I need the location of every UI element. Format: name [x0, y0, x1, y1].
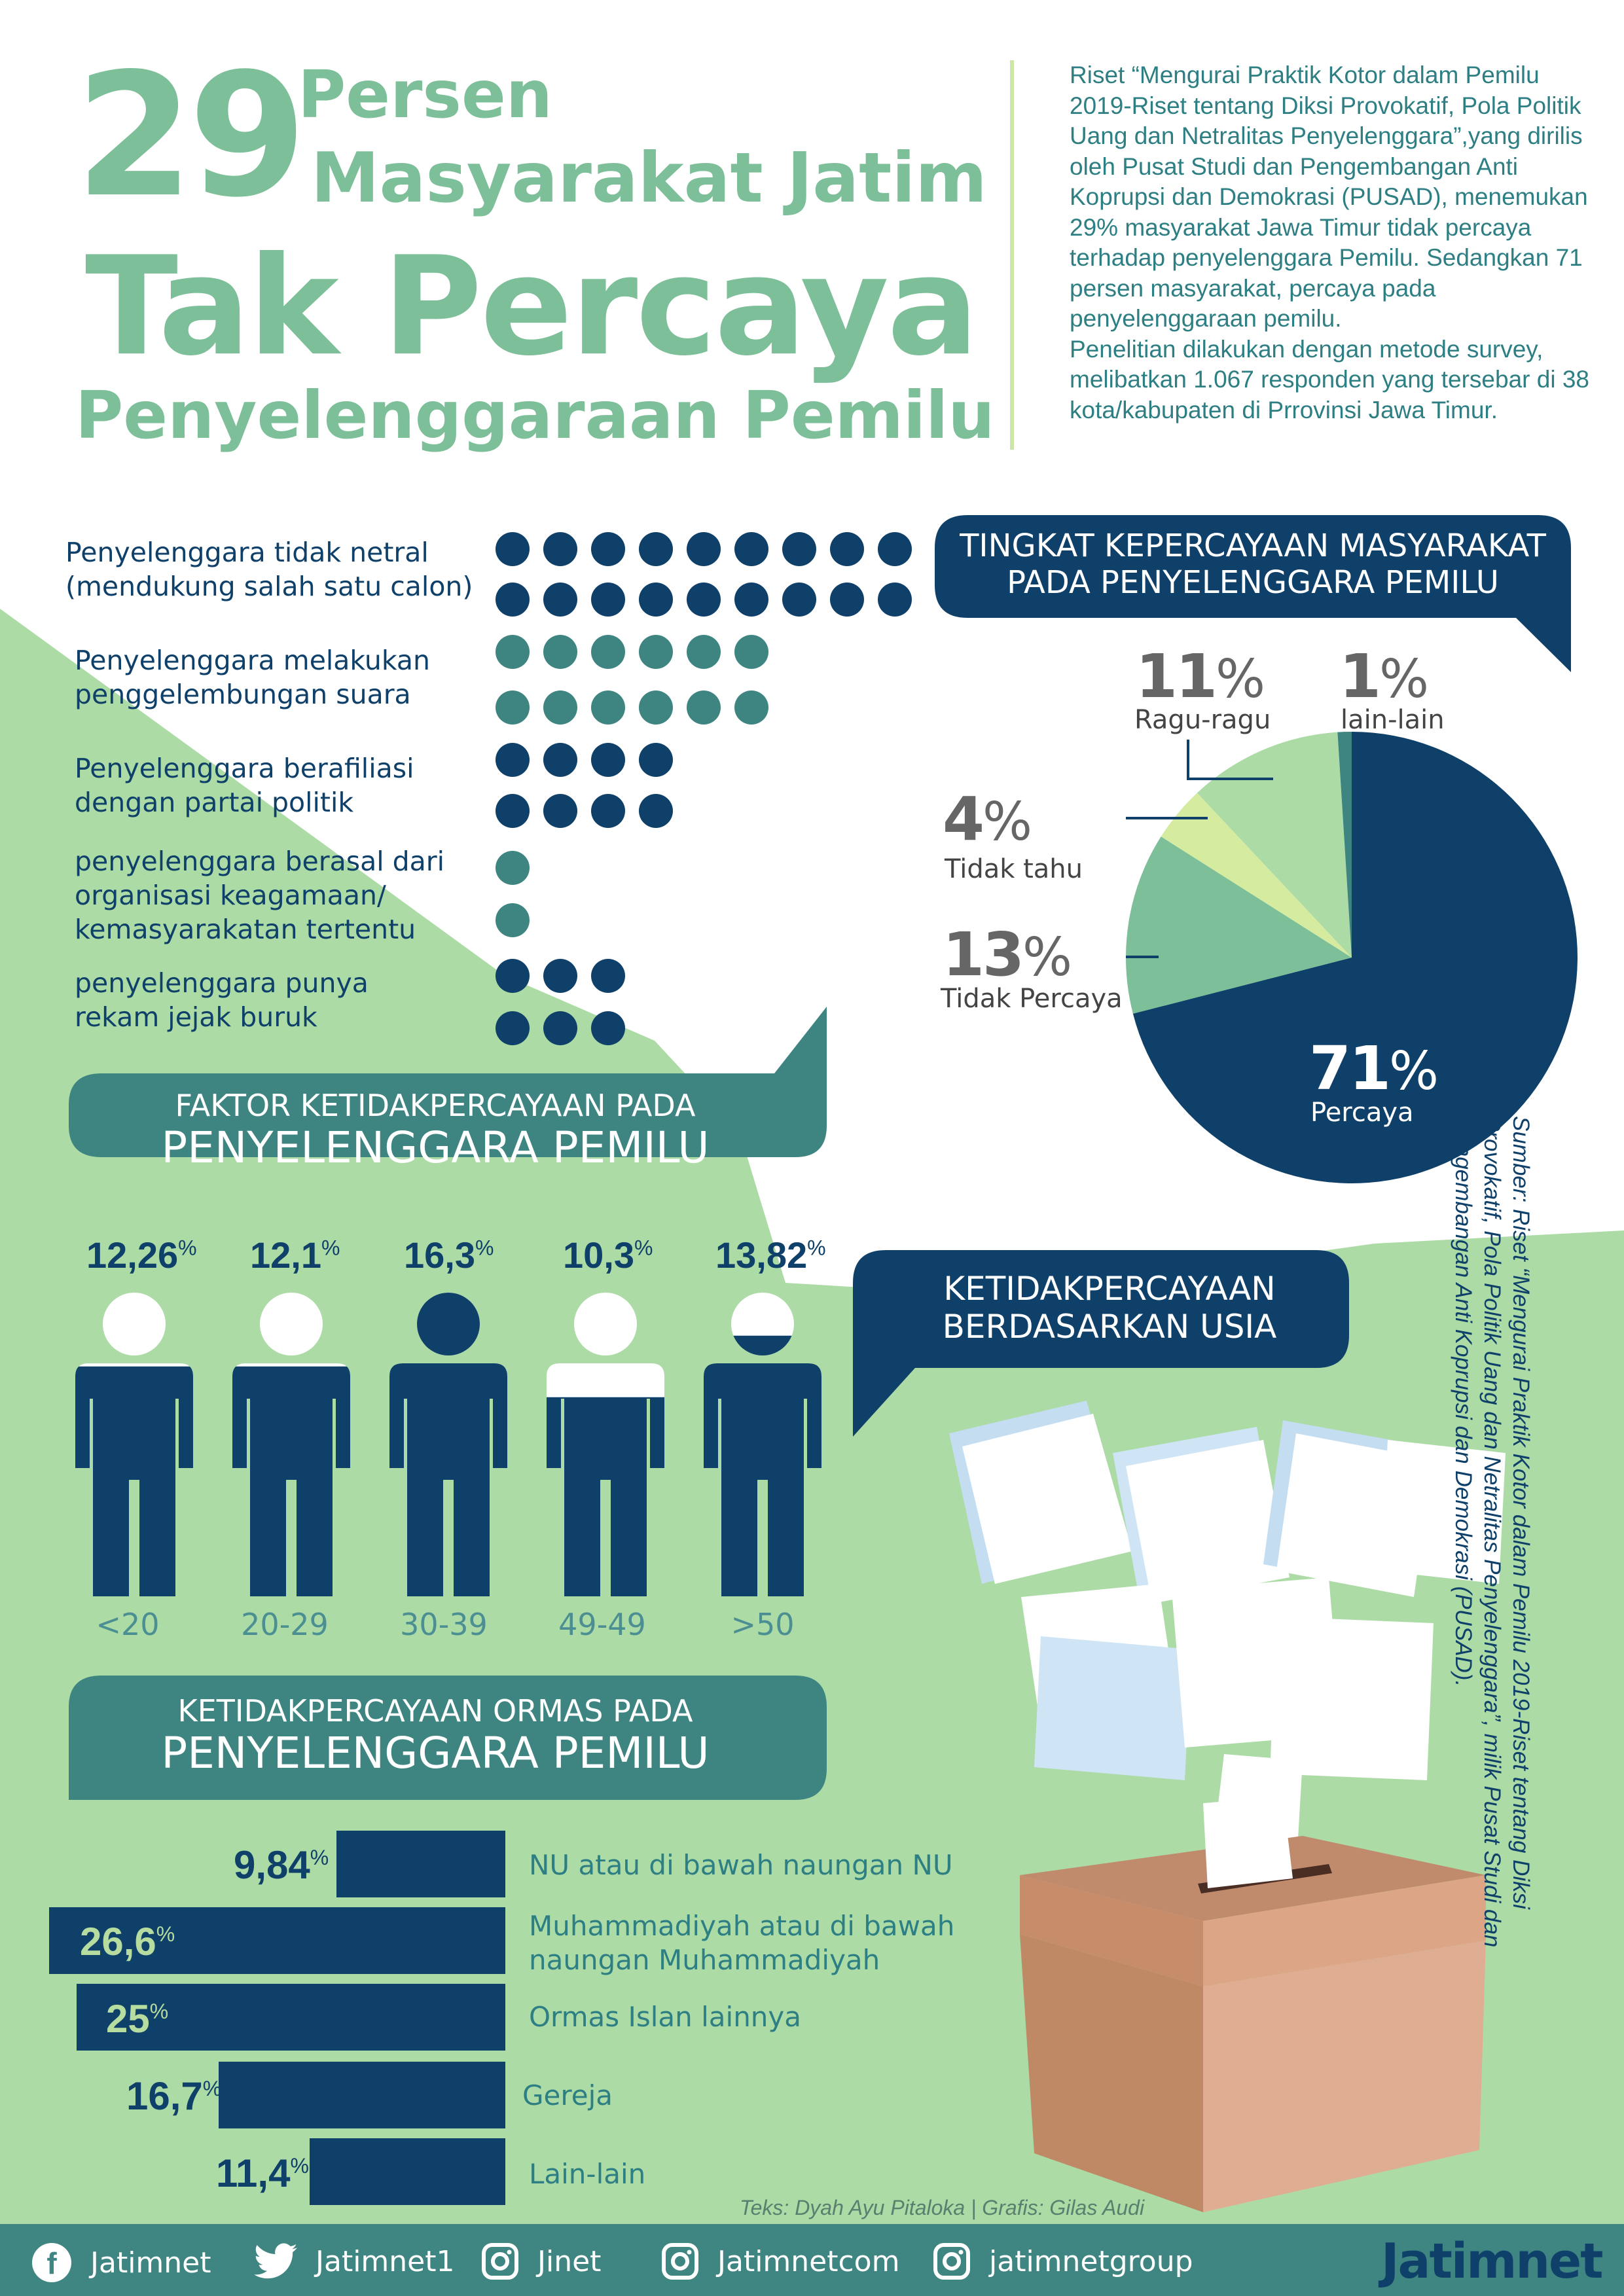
factor-dot	[543, 743, 577, 777]
factor-dot	[734, 583, 768, 617]
brand-logo: Jatimnet	[1381, 2233, 1602, 2289]
ormas-value: 25%	[106, 1997, 169, 2041]
instagram-link-1[interactable]	[481, 2242, 601, 2280]
ormas-value: 26,6%	[80, 1920, 175, 1964]
factor-dot	[639, 583, 673, 617]
factor-dot	[639, 691, 673, 725]
age-value: 12,1%	[250, 1234, 340, 1276]
trust-banner	[935, 528, 1571, 601]
facebook-handle: Jatimnet	[90, 2246, 211, 2280]
ormas-value: 11,4%	[216, 2151, 309, 2195]
ormas-label: Muhammadiyah atau di bawah naungan Muhammadiyah	[529, 1910, 955, 1976]
headline-number: 29	[75, 37, 302, 235]
factor-dot	[543, 959, 577, 993]
factor-dot	[591, 959, 625, 993]
intro-paragraph-2: Penelitian dilakukan dengan metode survey, melibatkan 1.067 responden yang tersebar di 38 kota/kabupaten di Prrovinsi Jawa Timur.	[1070, 335, 1589, 423]
ormas-value: 16,7%	[126, 2074, 222, 2118]
age-banner	[871, 1270, 1348, 1346]
pie-label-tidakpercaya: Tidak Percaya	[941, 984, 1123, 1014]
factor-dot	[687, 532, 721, 566]
instagram-handle: Jinet	[537, 2244, 602, 2278]
factor-dot	[496, 691, 530, 725]
age-value: 16,3%	[404, 1234, 494, 1276]
factor-dot	[591, 635, 625, 669]
age-banner-line-1: KETIDAKPERCAYAAN	[943, 1270, 1276, 1308]
factor-dot	[591, 583, 625, 617]
factor-dot	[782, 532, 816, 566]
factor-dot	[496, 794, 530, 828]
factor-dot	[830, 532, 864, 566]
instagram-icon	[933, 2242, 971, 2280]
factor-dot	[878, 532, 912, 566]
factor-dot	[878, 583, 912, 617]
pie-value-tidaktahu: 4%	[943, 784, 1031, 854]
factor-dot	[496, 743, 530, 777]
factor-dot	[496, 583, 530, 617]
pie-label-percaya: Percaya	[1310, 1098, 1414, 1128]
svg-text:f: f	[46, 2246, 57, 2280]
headline-line-1: Persen	[298, 56, 552, 133]
instagram-link-3[interactable]	[933, 2242, 1193, 2280]
pie-label-tidaktahu: Tidak tahu	[945, 854, 1083, 884]
factor-dot	[543, 583, 577, 617]
headline-line-2: Masyarakat Jatim	[311, 138, 987, 218]
intro-text	[1070, 60, 1593, 425]
factor-label: penyelenggara berasal dari organisasi keagamaan/ kemasyarakatan tertentu	[75, 846, 445, 945]
ormas-banner-line-1: KETIDAKPERCAYAAN ORMAS PADA	[177, 1693, 693, 1729]
factor-dot	[543, 532, 577, 566]
factor-dot	[639, 532, 673, 566]
factor-dot	[591, 532, 625, 566]
trust-banner-line-1: TINGKAT KEPERCAYAAN MASYARAKAT	[960, 528, 1546, 564]
factor-dot	[543, 691, 577, 725]
instagram-icon	[661, 2242, 699, 2280]
factor-label: penyelenggara punya rekam jejak buruk	[75, 967, 369, 1033]
age-label: 30-39	[400, 1607, 488, 1642]
ormas-banner-line-2: PENYELENGGARA PEMILU	[161, 1728, 710, 1778]
twitter-icon	[254, 2242, 297, 2280]
age-label: >50	[731, 1607, 795, 1642]
factor-dot	[496, 959, 530, 993]
ormas-bar	[219, 2062, 505, 2128]
factor-dot	[591, 794, 625, 828]
pie-value-lainlain: 1%	[1339, 641, 1428, 711]
factor-dot	[639, 635, 673, 669]
headline-line-3: Tak Percaya	[85, 228, 977, 386]
pie-label-lainlain: lain-lain	[1341, 705, 1445, 735]
factor-dot	[496, 851, 530, 885]
trust-banner-line-2: PADA PENYELENGGARA PEMILU	[1007, 564, 1499, 601]
ormas-label: Gereja	[522, 2079, 613, 2111]
instagram-handle: jatimnetgroup	[989, 2244, 1193, 2278]
factor-dot	[496, 903, 530, 937]
divider	[1010, 60, 1014, 450]
factor-dot	[543, 794, 577, 828]
factor-banner	[69, 1086, 802, 1172]
factor-dot	[734, 691, 768, 725]
instagram-link-2[interactable]	[661, 2242, 899, 2280]
factor-dot	[782, 583, 816, 617]
twitter-link[interactable]	[254, 2242, 454, 2280]
age-value: 10,3%	[563, 1234, 653, 1276]
age-label: 49-49	[558, 1607, 646, 1642]
person-icon	[229, 1293, 353, 1600]
factor-dot	[496, 635, 530, 669]
person-icon	[386, 1293, 511, 1600]
pie-value-percaya: 71%	[1309, 1033, 1437, 1103]
instagram-handle: Jatimnetcom	[717, 2244, 900, 2278]
age-banner-line-2: BERDASARKAN USIA	[942, 1308, 1277, 1346]
factor-dot	[687, 583, 721, 617]
factor-dot	[591, 691, 625, 725]
factor-dot	[591, 743, 625, 777]
factor-banner-line-2: PENYELENGGARA PEMILU	[161, 1122, 710, 1173]
source-note: Sumber: Riset “Mengurai Praktik Kotor dalam Pemilu 2019-Riset tentang Diksi Provokatif, Pola Politik Uang dan Netralitas Penyelenggara”, milik Pusat Studi dan Pengembangan Anti Koprupsi dan Demokrasi (PUSAD).	[1451, 1116, 1534, 1948]
factor-label: Penyelenggara melakukan penggelembungan suara	[75, 645, 431, 710]
factor-dot	[639, 743, 673, 777]
age-label: <20	[96, 1607, 160, 1642]
headline-line-4: Penyelenggaraan Pemilu	[75, 377, 995, 454]
facebook-icon	[31, 2242, 72, 2283]
age-label: 20-29	[241, 1607, 329, 1642]
pie-value-tidakpercaya: 13%	[943, 920, 1071, 990]
factor-label: Penyelenggara berafiliasi dengan partai politik	[75, 753, 414, 818]
ormas-label: NU atau di bawah naungan NU	[529, 1849, 953, 1881]
ormas-label: Lain-lain	[529, 2158, 646, 2190]
factor-dot	[543, 635, 577, 669]
factor-banner-line-1: FAKTOR KETIDAKPERCAYAAN PADA	[175, 1088, 696, 1123]
age-value: 13,82%	[715, 1234, 826, 1276]
instagram-icon	[481, 2242, 519, 2280]
pie-value-raguragu: 11%	[1136, 641, 1264, 711]
ormas-bar	[336, 1831, 505, 1897]
twitter-handle: Jatimnet1	[316, 2244, 455, 2278]
ormas-label: Ormas Islan lainnya	[529, 2001, 802, 2033]
factor-dot	[496, 532, 530, 566]
person-icon	[72, 1293, 196, 1600]
factor-dot	[734, 532, 768, 566]
credits: Teks: Dyah Ayu Pitaloka | Grafis: Gilas Audi	[740, 2196, 1145, 2219]
person-icon	[700, 1293, 825, 1600]
pie-label-raguragu: Ragu-ragu	[1134, 705, 1271, 735]
person-icon	[543, 1293, 668, 1600]
intro-paragraph-1: Riset “Mengurai Praktik Kotor dalam Pemilu 2019-Riset tentang Diksi Provokatif, Pola Politik Uang dan Netralitas Penyelenggara”,yang dirilis oleh Pusat Studi dan Pengembangan Anti Koprupsi dan Demokrasi (PUSAD), menemukan 29% masyarakat Jawa Timur tidak percaya terhadap penyelenggara Pemilu. Sedangkan 71 persen masyarakat, percaya pada penyelenggaraan pemilu.	[1070, 62, 1588, 332]
factor-label: Penyelenggara tidak netral (mendukung salah satu calon)	[65, 537, 473, 602]
facebook-link[interactable]	[31, 2242, 211, 2283]
ormas-bar	[310, 2138, 505, 2205]
ormas-banner	[69, 1692, 802, 1777]
factor-dot	[687, 635, 721, 669]
factor-dot	[734, 635, 768, 669]
ormas-value: 9,84%	[234, 1843, 329, 1887]
factor-dot	[639, 794, 673, 828]
factor-dot	[830, 583, 864, 617]
age-value: 12,26%	[86, 1234, 197, 1276]
factor-dot	[687, 691, 721, 725]
